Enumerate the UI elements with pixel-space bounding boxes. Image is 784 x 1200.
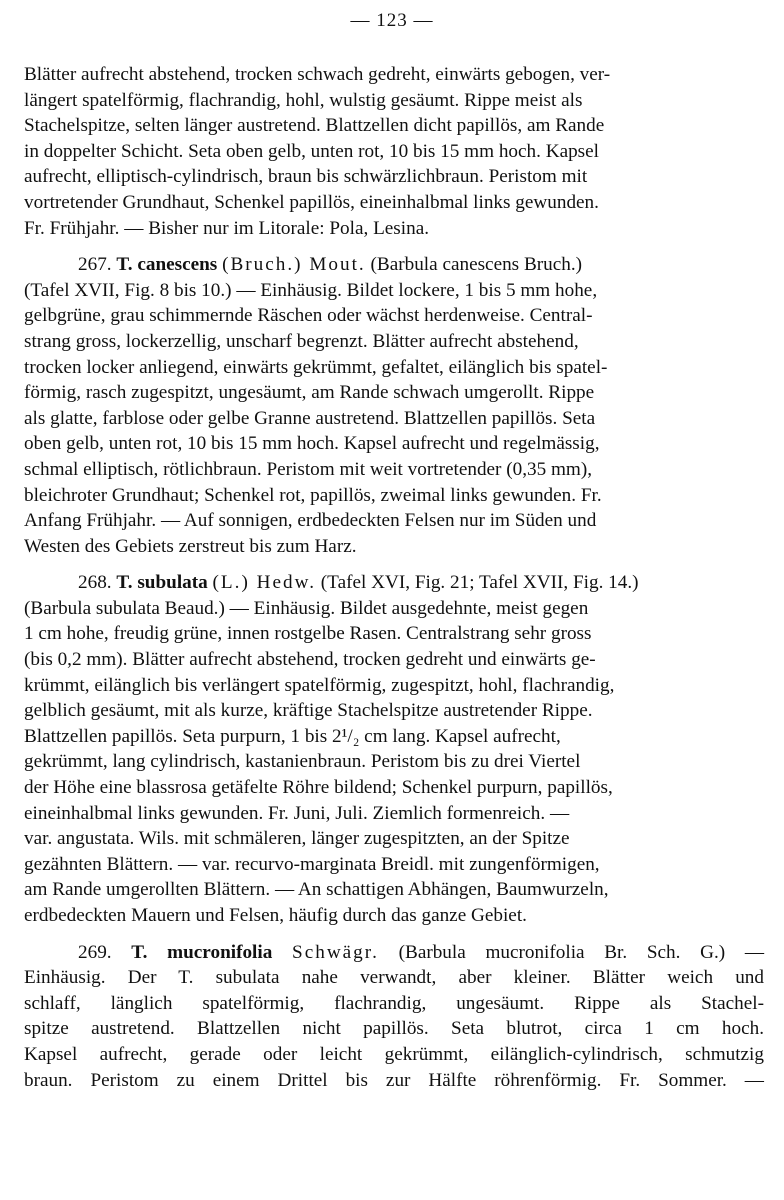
text-line: aufrecht, elliptisch-cylindrisch, braun bis schwärzlichbraun. Peristom mit bbox=[24, 166, 588, 188]
text-line: bleichroter Grundhaut; Schenkel rot, papillös, zweimal links gewunden. Fr. bbox=[24, 484, 602, 506]
text-line: var. angustata. Wils. mit schmäleren, länger zugespitzten, an der Spitze bbox=[24, 828, 570, 850]
text-line: (bis 0,2 mm). Blätter aufrecht abstehend, trocken gedreht und einwärts ge- bbox=[24, 649, 596, 671]
text-line: Kapsel aufrecht, gerade oder leicht gekrümmt, eilänglich-cylindrisch, schmutzig bbox=[24, 1043, 764, 1065]
text-line: Blätter aufrecht abstehend, trocken schwach gedreht, einwärts gebogen, ver- bbox=[24, 64, 611, 85]
species-name: T. subulata bbox=[116, 572, 208, 594]
species-entry-267 bbox=[24, 252, 764, 559]
text-line: in doppelter Schicht. Seta oben gelb, unten rot, 10 bis 15 mm hoch. Kapsel bbox=[24, 140, 599, 162]
species-author: (Bruch.) Mout. bbox=[222, 254, 366, 276]
text-line: vortretender Grundhaut, Schenkel papillös, eineinhalbmal links gewunden. bbox=[24, 191, 599, 213]
text-line: förmig, rasch zugespitzt, ungesäumt, am Rande schwach umgerollt. Rippe bbox=[24, 382, 595, 404]
species-name: T. mucronifolia bbox=[131, 941, 273, 963]
text-line: schlaff, länglich spatelförmig, flachrandig, ungesäumt. Rippe als Stachel- bbox=[24, 992, 764, 1014]
text-body bbox=[24, 62, 764, 1104]
page-number: — 123 — bbox=[350, 10, 434, 31]
text-line: am Rande umgerollten Blättern. — An schattigen Abhängen, Baumwurzeln, bbox=[24, 879, 609, 901]
entry-heading-line bbox=[24, 252, 764, 278]
entry-number: 267. bbox=[78, 254, 112, 276]
entry-number: 268. bbox=[78, 572, 112, 594]
text-line: Westen des Gebiets zerstreut bis zum Harz. bbox=[24, 535, 357, 557]
text-line: krümmt, eilänglich bis verlängert spatelförmig, zugespitzt, hohl, flachrandig, bbox=[24, 674, 615, 696]
text-line: gelblich gesäumt, mit als kurze, kräftige Stachelspitze austretender Rippe. bbox=[24, 700, 593, 722]
text-line: 1 cm hohe, freudig grüne, innen rostgelbe Rasen. Centralstrang sehr gross bbox=[24, 623, 592, 645]
text-line: gezähnten Blättern. — var. recurvo-marginata Breidl. mit zungenförmigen, bbox=[24, 853, 600, 875]
text-line: erdbedeckten Mauern und Felsen, häufig durch das ganze Gebiet. bbox=[24, 905, 527, 926]
entry-heading-line bbox=[24, 570, 764, 596]
species-entry-268 bbox=[24, 570, 764, 928]
text-line: strang gross, lockerzellig, unscharf begrenzt. Blätter aufrecht abstehend, bbox=[24, 330, 579, 352]
text-line: Anfang Frühjahr. — Auf sonnigen, erdbedeckten Felsen nur im Süden und bbox=[24, 510, 597, 532]
intro-paragraph bbox=[24, 62, 764, 241]
text-line: oben gelb, unten rot, 10 bis 15 mm hoch. Kapsel aufrecht und regelmässig, bbox=[24, 433, 600, 455]
text-line: als glatte, farblose oder gelbe Granne austretend. Blattzellen papillös. Seta bbox=[24, 407, 596, 429]
text-line: Stachelspitze, selten länger austretend. Blattzellen dicht papillös, am Rande bbox=[24, 115, 605, 137]
text-line: schmal elliptisch, rötlichbraun. Peristom mit weit vortretender (0,35 mm), bbox=[24, 458, 593, 480]
text-line: (Barbula subulata Beaud.) — Einhäusig. Bildet ausgedehnte, meist gegen bbox=[24, 597, 589, 619]
text-line: Fr. Frühjahr. — Bisher nur im Litorale: Pola, Lesina. bbox=[24, 217, 430, 239]
heading-rest: (Tafel XVI, Fig. 21; Tafel XVII, Fig. 14.) bbox=[320, 572, 639, 594]
text-line: eineinhalbmal links gewunden. Fr. Juni, Juli. Ziemlich formenreich. — bbox=[24, 802, 570, 824]
text-line: trocken locker anliegend, einwärts gekrümmt, gefaltet, eilänglich bis spatel- bbox=[24, 356, 608, 378]
text-line: längert spatelförmig, flachrandig, hohl, wulstig gesäumt. Rippe meist als bbox=[24, 89, 583, 111]
heading-rest: (Barbula canescens Bruch.) bbox=[370, 254, 583, 276]
text-line: gelbgrüne, grau schimmernde Räschen oder wächst herdenweise. Central- bbox=[24, 305, 593, 327]
text-line: braun. Peristom zu einem Drittel bis zur Hälfte röhrenförmig. Fr. Sommer. — bbox=[24, 1069, 764, 1091]
heading-rest: (Barbula mucronifolia Br. Sch. G.) — bbox=[398, 941, 765, 963]
text-line: Einhäusig. Der T. subulata nahe verwandt, aber kleiner. Blätter weich und bbox=[24, 967, 764, 989]
text-line: (Tafel XVII, Fig. 8 bis 10.) — Einhäusig. Bildet lockere, 1 bis 5 mm hohe, bbox=[24, 279, 598, 301]
entry-heading-line bbox=[24, 940, 764, 966]
species-author: (L.) Hedw. bbox=[212, 572, 316, 594]
species-author: Schwägr. bbox=[292, 941, 379, 963]
text-line: Blattzellen papillös. Seta purpurn, 1 bis 2¹/₂ cm lang. Kapsel aufrecht, bbox=[24, 725, 561, 747]
text-line: gekrümmt, lang cylindrisch, kastanienbraun. Peristom bis zu drei Viertel bbox=[24, 751, 581, 773]
species-name: T. canescens bbox=[116, 254, 218, 276]
text-line: spitze austretend. Blattzellen nicht papillös. Seta blutrot, circa 1 cm hoch. bbox=[24, 1018, 764, 1040]
entry-number: 269. bbox=[78, 941, 112, 963]
species-entry-269 bbox=[24, 940, 764, 1094]
text-line: der Höhe eine blassrosa getäfelte Röhre bildend; Schenkel purpurn, papillös, bbox=[24, 777, 613, 799]
